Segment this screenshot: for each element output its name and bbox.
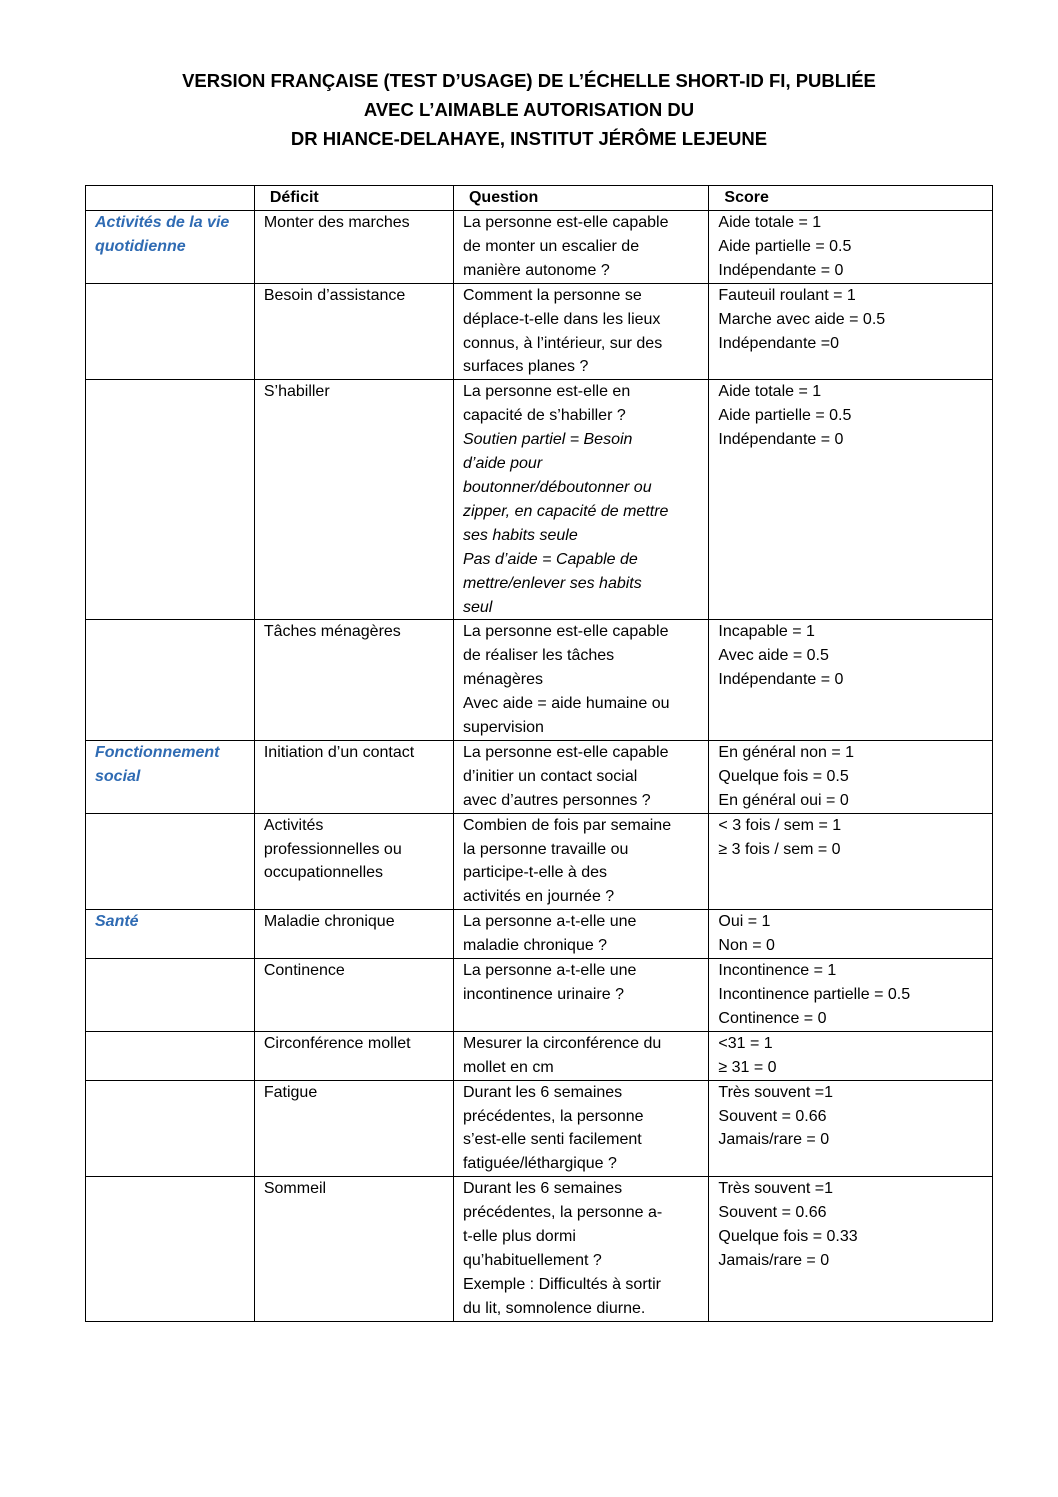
table-row xyxy=(86,959,993,1032)
score-value: <31 = 1 xyxy=(718,1034,773,1052)
category-cell xyxy=(86,1080,255,1177)
score-value: Quelque fois = 0.5 xyxy=(718,767,849,785)
question-text: La personne est-elle capable xyxy=(462,214,669,231)
question-cell xyxy=(453,813,708,910)
score-cell xyxy=(709,211,993,284)
question-text: Pas d’aide = Capable de xyxy=(462,550,638,568)
table-row xyxy=(86,1031,993,1080)
score-value: Souvent = 0.66 xyxy=(718,1204,827,1222)
category-label: social xyxy=(95,767,141,785)
table-row xyxy=(86,1080,993,1177)
category-cell xyxy=(86,813,255,910)
score-value: Aide partielle = 0.5 xyxy=(718,237,852,255)
question-text: La personne a-t-elle une xyxy=(462,913,637,931)
category-cell xyxy=(86,740,255,813)
score-value: Jamais/rare = 0 xyxy=(718,1251,830,1269)
question-text: surfaces planes ? xyxy=(462,358,589,376)
question-text: La personne est-elle capable xyxy=(462,743,669,761)
category-cell xyxy=(86,380,255,620)
deficit-label: Activités xyxy=(263,816,324,834)
question-cell xyxy=(453,959,708,1032)
category-cell xyxy=(86,283,255,380)
table-row xyxy=(86,813,993,910)
question-text: La personne a-t-elle une xyxy=(462,962,637,980)
question-text: ses habits seule xyxy=(462,526,578,544)
score-value: Indépendante = 0 xyxy=(718,431,844,449)
question-text: la personne travaille ou xyxy=(462,840,629,858)
question-text: participe-t-elle à des xyxy=(462,864,608,882)
deficit-cell xyxy=(254,959,453,1032)
question-text: de réaliser les tâches xyxy=(462,647,615,665)
question-text: Avec aide = aide humaine ou xyxy=(462,695,670,713)
header-deficit: Déficit xyxy=(254,186,453,211)
question-cell xyxy=(453,1031,708,1080)
question-text: supervision xyxy=(462,719,544,737)
score-cell xyxy=(709,813,993,910)
question-cell xyxy=(453,1080,708,1177)
question-text: avec d’autres personnes ? xyxy=(462,791,651,809)
score-value: Incontinence = 1 xyxy=(718,962,837,980)
question-text: du lit, somnolence diurne. xyxy=(462,1299,646,1317)
deficit-cell xyxy=(254,1080,453,1177)
score-value: Non = 0 xyxy=(718,937,775,955)
score-value: En général oui = 0 xyxy=(718,791,849,809)
question-text: fatiguée/léthargique ? xyxy=(462,1155,617,1173)
question-text: Mesurer la circonférence du xyxy=(462,1034,662,1052)
score-cell xyxy=(709,1177,993,1321)
score-value: Quelque fois = 0.33 xyxy=(718,1228,858,1246)
question-text: boutonner/déboutonner ou xyxy=(462,478,652,496)
question-text: maladie chronique ? xyxy=(462,937,608,955)
deficit-cell xyxy=(254,620,453,741)
question-text: qu’habituellement ? xyxy=(462,1251,602,1269)
question-cell xyxy=(453,910,708,959)
deficit-label: occupationnelles xyxy=(263,864,384,882)
deficit-label: Besoin d’assistance xyxy=(263,286,406,304)
question-text: zipper, en capacité de mettre xyxy=(462,502,669,520)
question-text: déplace-t-elle dans les lieux xyxy=(462,310,661,328)
score-value: En général non = 1 xyxy=(718,743,855,761)
question-cell xyxy=(453,1177,708,1321)
score-value: < 3 fois / sem = 1 xyxy=(718,816,842,834)
question-text: activités en journée ? xyxy=(462,888,615,906)
question-text: connus, à l’intérieur, sur des xyxy=(462,334,663,352)
category-cell xyxy=(86,1177,255,1321)
deficit-cell xyxy=(254,813,453,910)
score-cell xyxy=(709,283,993,380)
question-text: incontinence urinaire ? xyxy=(462,986,624,1003)
question-text: de monter un escalier de xyxy=(462,237,640,255)
question-text: seul xyxy=(462,598,493,616)
score-value: Aide totale = 1 xyxy=(718,214,822,231)
deficit-cell xyxy=(254,380,453,620)
category-cell xyxy=(86,1031,255,1080)
deficit-label: Initiation d’un contact xyxy=(263,743,415,761)
question-text: Combien de fois par semaine xyxy=(462,816,672,834)
score-value: Indépendante =0 xyxy=(718,334,839,352)
table-row xyxy=(86,620,993,741)
deficit-cell xyxy=(254,1031,453,1080)
category-label: quotidienne xyxy=(95,237,186,255)
title-line: DR HIANCE-DELAHAYE, INSTITUT JÉRÔME LEJEUNE xyxy=(290,128,768,149)
document-title xyxy=(0,66,1058,153)
score-cell xyxy=(709,959,993,1032)
title-line: VERSION FRANÇAISE (TEST D’USAGE) DE L’ÉCHELLE SHORT-ID FI, PUBLIÉE xyxy=(182,70,876,91)
score-value: Très souvent =1 xyxy=(718,1083,833,1101)
score-value: Continence = 0 xyxy=(718,1009,827,1027)
score-value: Très souvent =1 xyxy=(718,1180,833,1198)
question-text: capacité de s’habiller ? xyxy=(462,407,626,425)
question-cell xyxy=(453,380,708,620)
score-value: Indépendante = 0 xyxy=(718,261,844,279)
deficit-label: Monter des marches xyxy=(263,214,410,231)
score-value: ≥ 3 fois / sem = 0 xyxy=(718,840,841,858)
title-line: AVEC L’AIMABLE AUTORISATION DU xyxy=(363,99,695,120)
question-cell xyxy=(453,740,708,813)
deficit-label: Circonférence mollet xyxy=(263,1034,411,1052)
score-value: Oui = 1 xyxy=(718,913,771,931)
score-cell xyxy=(709,740,993,813)
score-value: Incapable = 1 xyxy=(718,623,815,641)
category-cell xyxy=(86,910,255,959)
question-text: Durant les 6 semaines xyxy=(462,1083,623,1101)
question-text: ménagères xyxy=(462,671,544,689)
score-value: Marche avec aide = 0.5 xyxy=(718,310,886,328)
question-text: s’est-elle senti facilement xyxy=(462,1131,642,1149)
deficit-label: Maladie chronique xyxy=(263,913,395,931)
question-cell xyxy=(453,283,708,380)
score-value: Souvent = 0.66 xyxy=(718,1107,827,1125)
question-text: précédentes, la personne xyxy=(462,1107,644,1125)
question-text: précédentes, la personne a- xyxy=(462,1204,663,1222)
question-text: d’aide pour xyxy=(462,455,543,473)
deficit-label: Sommeil xyxy=(263,1180,327,1198)
table-row xyxy=(86,1177,993,1321)
score-value: Aide totale = 1 xyxy=(718,383,822,401)
question-text: Durant les 6 semaines xyxy=(462,1180,623,1198)
question-text: Comment la personne se xyxy=(462,286,642,304)
question-cell xyxy=(453,211,708,284)
question-text: mettre/enlever ses habits xyxy=(462,574,642,592)
deficit-cell xyxy=(254,1177,453,1321)
score-cell xyxy=(709,1080,993,1177)
question-text: Soutien partiel = Besoin xyxy=(462,431,633,449)
question-text: La personne est-elle en xyxy=(462,383,631,401)
score-value: Incontinence partielle = 0.5 xyxy=(718,986,911,1003)
header-category xyxy=(86,186,255,211)
short-id-fi-table xyxy=(85,185,993,1322)
table-row xyxy=(86,740,993,813)
deficit-cell xyxy=(254,910,453,959)
header-question: Question xyxy=(453,186,708,211)
deficit-label: Fatigue xyxy=(263,1083,318,1101)
deficit-label: Continence xyxy=(263,962,345,980)
score-cell xyxy=(709,910,993,959)
table-row xyxy=(86,380,993,620)
deficit-label: professionnelles ou xyxy=(263,840,402,858)
score-value: Avec aide = 0.5 xyxy=(718,647,829,665)
score-value: Indépendante = 0 xyxy=(718,671,844,689)
table-row xyxy=(86,211,993,284)
question-text: d’initier un contact social xyxy=(462,767,638,785)
table-row xyxy=(86,910,993,959)
category-label: Fonctionnement xyxy=(95,743,220,761)
score-value: Fauteuil roulant = 1 xyxy=(718,286,856,304)
header-score: Score xyxy=(709,186,993,211)
score-value: Jamais/rare = 0 xyxy=(718,1131,830,1149)
table-row xyxy=(86,283,993,380)
score-value: ≥ 31 = 0 xyxy=(718,1058,777,1076)
question-text: manière autonome ? xyxy=(462,261,610,279)
score-value: Aide partielle = 0.5 xyxy=(718,407,852,425)
category-label: Activités de la vie xyxy=(95,214,230,231)
deficit-cell xyxy=(254,283,453,380)
score-cell xyxy=(709,380,993,620)
question-cell xyxy=(453,620,708,741)
category-cell xyxy=(86,959,255,1032)
deficit-label: S’habiller xyxy=(263,383,330,401)
category-cell xyxy=(86,620,255,741)
score-cell xyxy=(709,1031,993,1080)
category-label: Santé xyxy=(95,913,139,931)
deficit-cell xyxy=(254,740,453,813)
question-text: La personne est-elle capable xyxy=(462,623,669,641)
table-header-row xyxy=(86,186,993,211)
category-cell xyxy=(86,211,255,284)
deficit-cell xyxy=(254,211,453,284)
question-text: mollet en cm xyxy=(462,1058,554,1076)
deficit-label: Tâches ménagères xyxy=(263,623,401,641)
question-text: Exemple : Difficultés à sortir xyxy=(462,1275,661,1293)
score-cell xyxy=(709,620,993,741)
question-text: t-elle plus dormi xyxy=(462,1228,576,1246)
